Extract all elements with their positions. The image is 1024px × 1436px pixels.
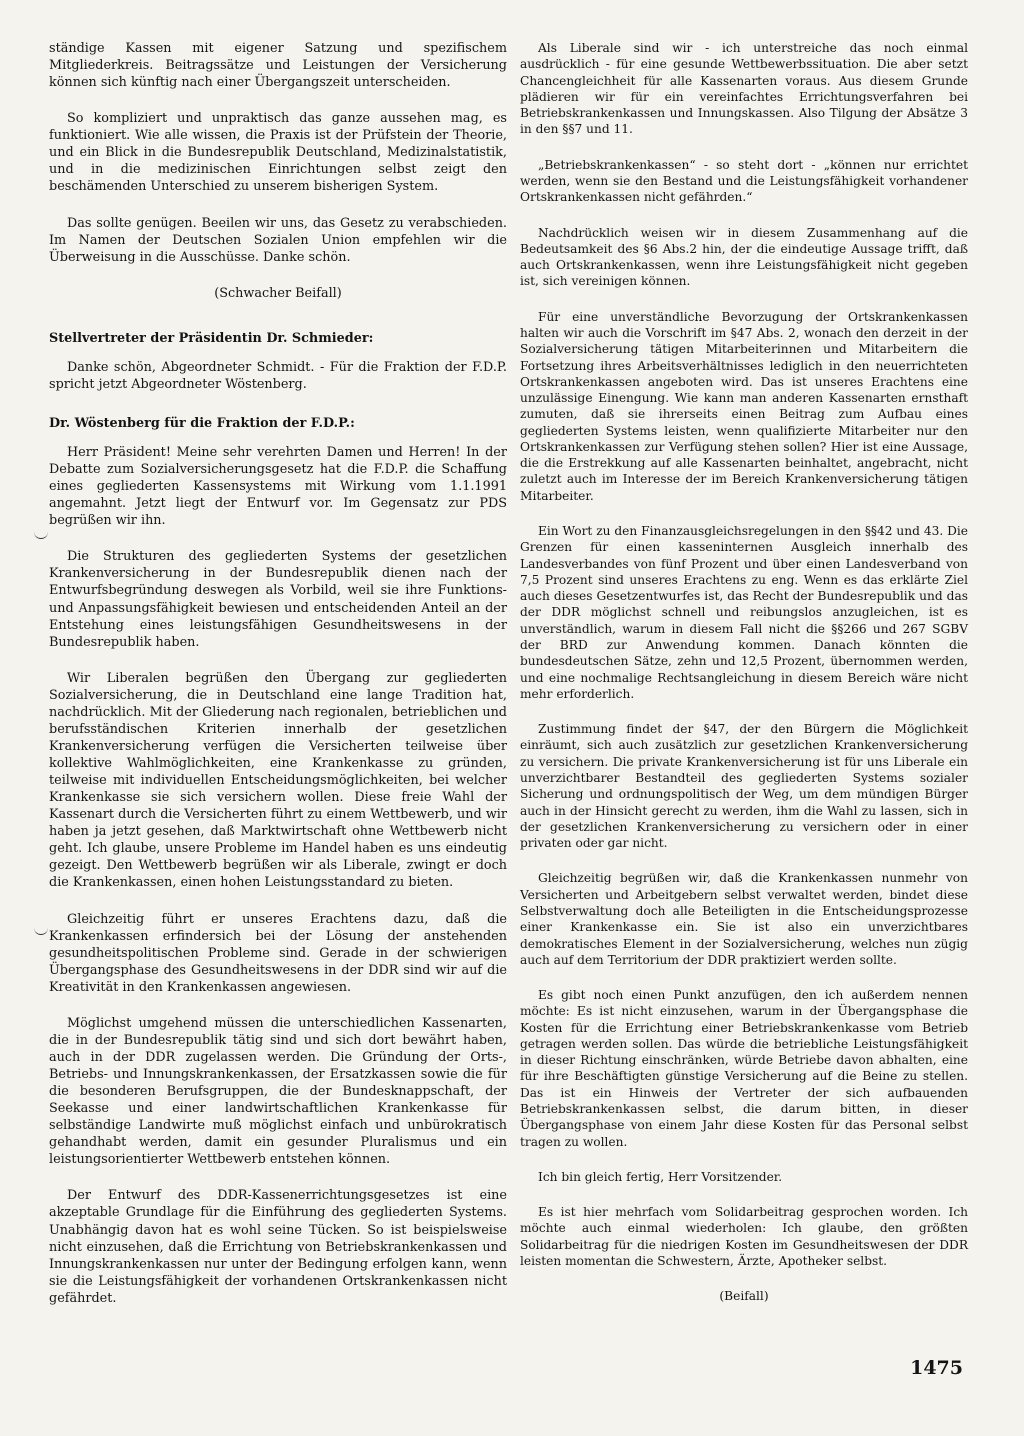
- paragraph: Der Entwurf des DDR-Kassenerrichtungsgesetzes ist eine akzeptable Grundlage für die Einführung des gegliederten Systems. Unabhängig davon hat es wohl seine Tücken. So ist beispielsweise nicht einzusehen, daß die Errichtung von Betriebskrankenkassen und Innungskrankenkassen nur unter der Bedingung erfolgen kann, wenn sie die Leistungsfähigkeit der vorhandenen Ortskrankenkassen nicht gefährdet.: [49, 1188, 507, 1306]
- paragraph: Zustimmung findet der §47, der den Bürgern die Möglichkeit einräumt, sich auch zusätzlich zur gesetzlichen Krankenversicherung zu versichern. Die private Krankenversicherung ist für uns Liberale ein unverzichtbarer Bestandteil des gegliederten Systems sozialer Sicherung und ordnungspolitisch der Weg, um dem mündigen Bürger auch in der Hinsicht gerecht zu werden, ihm die Wahl zu lassen, sich in der gesetzlichen Krankenversicherung zu versichern oder in einer privaten oder gar nicht.: [520, 722, 968, 851]
- paragraph: Die Strukturen des gegliederten Systems der gesetzlichen Krankenversicherung in der Bundesrepublik dienen nach der Entwurfsbegründung deswegen als Vorbild, weil sie ihre Funktions- und Anpassungsfähigkeit bewiesen und entscheidenden Anteil an der Entstehung eines leistungsfähigen Gesundheitswesens in der Bundesrepublik haben.: [49, 549, 507, 650]
- left-column: [49, 40, 507, 1326]
- paragraph: Gleichzeitig führt er unseres Erachtens dazu, daß die Krankenkassen erfindersich bei der Lösung der anstehenden gesundheitspolitischen Probleme sind. Gerade in der schwierigen Übergangsphase des Gesundheitswesens in der DDR sind wir auf die Kreativität in den Krankenkassen angewiesen.: [49, 911, 507, 995]
- pencil-mark: [34, 528, 48, 539]
- paragraph: Herr Präsident! Meine sehr verehrten Damen und Herren! In der Debatte zum Sozialversicherungsgesetz hat die F.D.P. die Schaffung eines gegliederten Kassensystems mit Wirkung vom 1.1.1991 angemahnt. Jetzt liegt der Entwurf vor. Im Gegensatz zur PDS begrüßen wir ihn.: [49, 445, 507, 529]
- paragraph: Gleichzeitig begrüßen wir, daß die Krankenkassen nunmehr von Versicherten und Arbeitgebern selbst verwaltet werden, bindet diese Selbstverwaltung doch alle Beteiligten in die Entscheidungsprozesse einer Krankenkasse ein. Sie ist also ein unverzichtbares demokratisches Element in der Sozialversicherung, welches nun zügig auch auf dem Territorium der DDR praktiziert werden sollte.: [520, 871, 968, 967]
- paragraph: Für eine unverständliche Bevorzugung der Ortskrankenkassen halten wir auch die Vorschrift im §47 Abs. 2, wonach den derzeit in der Sozialversicherung tätigen Mitarbeiterinnen und Mitarbeitern die Fortsetzung ihres Arbeitsverhältnisses lediglich in den neuerrichteten Ortskrankenkassen angeboten wird. Das ist unseres Erachtens eine unzulässige Einengung. Wie kann man anderen Kassenarten ernsthaft zumuten, daß sie ihrerseits einen Beitrag zum Aufbau eines gegliederten Systems leisten, wenn qualifizierte Mitarbeiter nur den Ortskrankenkassen zur Verfügung stehen sollen? Hier ist eine Aussage, die die Erstrekkung auf alle Kassenarten beinhaltet, angebracht, nicht zuletzt auch im Interesse der im Bereich Krankenversicherung tätigen Mitarbeiter.: [520, 309, 968, 503]
- speaker-heading: Stellvertreter der Präsidentin Dr. Schmieder:: [49, 330, 374, 346]
- pencil-mark: [34, 924, 48, 935]
- paragraph: Ich bin gleich fertig, Herr Vorsitzender.: [538, 1169, 783, 1184]
- speaker-heading: Dr. Wöstenberg für die Fraktion der F.D.P.:: [49, 415, 355, 431]
- paragraph: Möglichst umgehend müssen die unterschiedlichen Kassenarten, die in der Bundesrepublik tätig sind und sich dort bewährt haben, auch in der DDR zugelassen werden. Die Gründung der Orts-, Betriebs- und Innungskrankenkassen, der Ersatzkassen sowie die für die besonderen Berufsgruppen, die der Bundesknappschaft, der Seekasse und einer landwirtschaftlichen Krankenkasse für selbständige Landwirte muß möglichst einfach und unbürokratisch gehandhabt werden, damit ein gesunder Pluralismus und ein leistungsorientierter Wettbewerb entstehen können.: [49, 1015, 507, 1168]
- paragraph: Es ist hier mehrfach vom Solidarbeitrag gesprochen worden. Ich möchte auch einmal wiederholen: Ich glaube, den größten Solidarbeitrag für die niedrigen Kosten im Gesundheitswesen der DDR leisten momentan die Schwestern, Ärzte, Apotheker selbst.: [520, 1205, 968, 1268]
- paragraph: Als Liberale sind wir - ich unterstreiche das noch einmal ausdrücklich - für eine gesunde Wettbewerbssituation. Die aber setzt Chancengleichheit für alle Kassenarten voraus. Aus diesem Grunde plädieren wir für ein vereinfachtes Errichtungsverfahren bei Betriebskrankenkassen und Innungskassen. Also Tilgung der Absätze 3 in den §§7 und 11.: [520, 41, 968, 137]
- paragraph: Danke schön, Abgeordneter Schmidt. - Für die Fraktion der F.D.P. spricht jetzt Abgeordneter Wöstenberg.: [49, 359, 507, 392]
- page-number: 1475: [910, 1357, 963, 1379]
- paragraph: ständige Kassen mit eigener Satzung und spezifischem Mitgliederkreis. Beitragssätze und Leistungen der Versicherung können sich künftig nach einer Übergangszeit unterscheiden.: [49, 41, 507, 91]
- quotation-paragraph: „Betriebskrankenkassen“ - so steht dort - „können nur errichtet werden, wenn sie den Bestand und die Leistungsfähigkeit vorhandener Ortskrankenkassen nicht gefährden.“: [520, 157, 968, 205]
- applause-note: (Schwacher Beifall): [214, 285, 342, 301]
- applause-note: (Beifall): [719, 1289, 769, 1304]
- right-column: [520, 40, 968, 1333]
- paragraph: So kompliziert und unpraktisch das ganze aussehen mag, es funktioniert. Wie alle wissen, die Praxis ist der Prüfstein der Theorie, und ein Blick in die Bundesrepublik Deutschland, Medizinalstatistik, und in die medizinischen Einrichtungen selbst zeigt den beschämenden Unterschied zu unserem bisherigen System.: [49, 111, 507, 195]
- paragraph: Nachdrücklich weisen wir in diesem Zusammenhang auf die Bedeutsamkeit des §6 Abs.2 hin, der die eindeutige Aussage trifft, daß auch Ortskrankenkassen, wenn ihre Leistungsfähigkeit nicht gegeben ist, sich vereinigen können.: [520, 225, 968, 289]
- paragraph: Es gibt noch einen Punkt anzufügen, den ich außerdem nennen möchte: Es ist nicht einzusehen, warum in der Übergangsphase die Kosten für die Errichtung einer Betriebskrankenkasse vom Betrieb getragen werden sollen. Das würde die betriebliche Leistungsfähigkeit in dieser Richtung einschränken, würde Betriebe davon abhalten, eine für ihre Beschäftigten günstige Versicherung auf die Beine zu stellen. Das ist ein Hinweis der Vertreter der sich aufbauenden Betriebskrankenkassen selbst, die darum bitten, in dieser Übergangsphase von einem Jahr diese Kosten für das Personal selbst tragen zu wollen.: [520, 988, 968, 1149]
- paragraph: Ein Wort zu den Finanzausgleichsregelungen in den §§42 und 43. Die Grenzen für einen kasseninternen Ausgleich innerhalb des Landesverbandes von fünf Prozent und über einen Landesverband von 7,5 Prozent sind unseres Erachtens zu eng. Wenn es das erklärte Ziel auch dieses Gesetzentwurfes ist, das Recht der Bundesrepublik und das der DDR möglichst schnell und reibungslos anzugleichen, ist es unverständlich, warum in diesem Fall nicht die §§266 und 267 SGBV der BRD zur Anwendung kommen. Danach könnten die bundesdeutschen Sätze, zehn und 12,5 Prozent, übernommen werden, und eine nochmalige Rechtsangleichung in diesem Bereich wäre nicht mehr erforderlich.: [520, 524, 968, 701]
- paragraph: Das sollte genügen. Beeilen wir uns, das Gesetz zu verabschieden. Im Namen der Deutschen Sozialen Union empfehlen wir die Überweisung in die Ausschüsse. Danke schön.: [49, 215, 507, 265]
- paragraph: Wir Liberalen begrüßen den Übergang zur gegliederten Sozialversicherung, die in Deutschland eine lange Tradition hat, nachdrücklich. Mit der Gliederung nach regionalen, betrieblichen und berufsständischen Kriterien innerhalb der gesetzlichen Krankenversicherung verfügen die Versicherten teilweise über kollektive Wahlmöglichkeiten, eine Krankenkasse zu gründen, teilweise mit individuellen Entscheidungsmöglichkeiten, bei welcher Krankenkasse sie sich versichern wollen. Diese freie Wahl der Kassenart durch die Versicherten führt zu einem Wettbewerb, und wir haben ja jetzt gesehen, daß Marktwirtschaft ohne Wettbewerb nicht geht. Ich glaube, unsere Probleme im Handel haben es uns eindeutig gezeigt. Den Wettbewerb begrüßen wir als Liberale, zwingt er doch die Krankenkassen, einen hohen Leistungsstandard zu bieten.: [49, 670, 507, 891]
